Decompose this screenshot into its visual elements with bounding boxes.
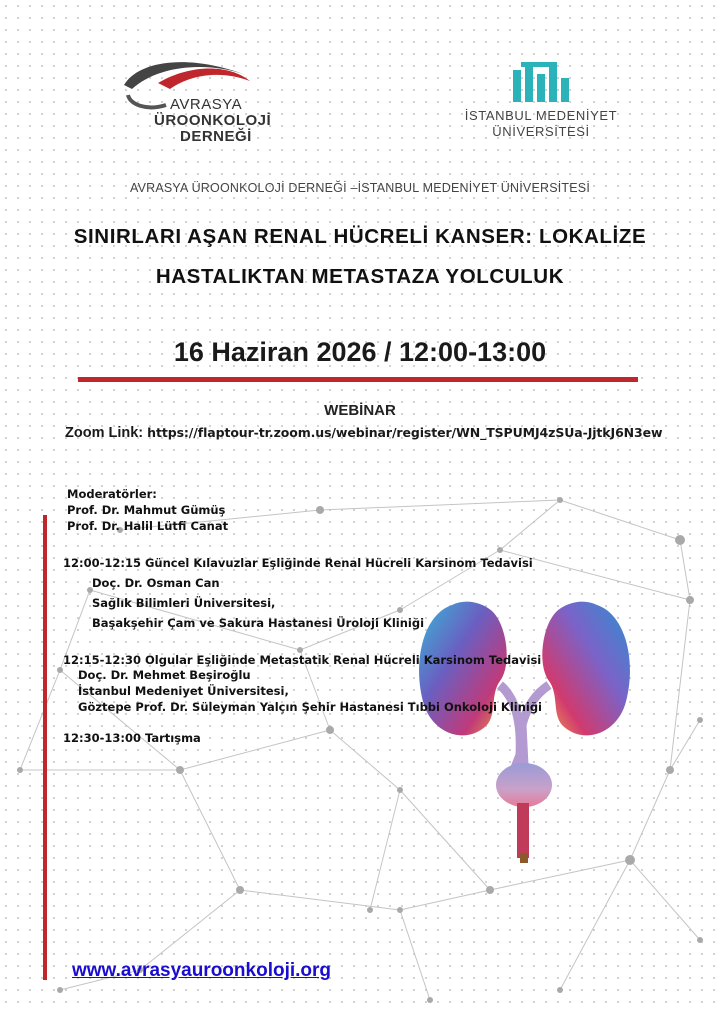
moderator-name: Prof. Dr. Halil Lütfi Canat bbox=[67, 519, 229, 533]
medeniyet-logo bbox=[456, 60, 626, 140]
zoom-label: Zoom Link: bbox=[65, 425, 144, 441]
website-link[interactable]: www.avrasyauroonkoloji.org bbox=[72, 960, 332, 981]
avrasya-logo-line3: DERNEĞİ bbox=[180, 128, 252, 145]
session-1-title: 12:00-12:15 Güncel Kılavuzlar Eşliğinde Renal Hücreli Karsinom Tedavisi bbox=[63, 556, 533, 570]
program-accent-bar bbox=[43, 515, 47, 980]
session-2-department: Göztepe Prof. Dr. Süleyman Yalçın Şehir Hastanesi Tıbbi Onkoloji Kliniği bbox=[78, 700, 543, 714]
zoom-url[interactable]: https://flaptour-tr.zoom.us/webinar/register/WN_TSPUMJ4zSUa-JjtkJ6N3ew bbox=[147, 425, 663, 440]
title-line-2: HASTALIKTAN METASTAZA YOLCULUK bbox=[155, 265, 565, 288]
medeniyet-logo-line2: ÜNİVERSİTESİ bbox=[492, 124, 590, 139]
event-format: WEBİNAR bbox=[324, 402, 396, 419]
moderators-heading: Moderatörler: bbox=[67, 487, 157, 501]
title-divider bbox=[78, 377, 638, 382]
avrasya-logo-line1: AVRASYA bbox=[170, 96, 243, 113]
session-2-speaker: Doç. Dr. Mehmet Beşiroğlu bbox=[78, 668, 251, 682]
medeniyet-logo-line1: İSTANBUL MEDENİYET bbox=[464, 108, 618, 123]
event-title bbox=[20, 217, 700, 297]
medeniyet-emblem-icon bbox=[511, 60, 571, 104]
kidney-illustration bbox=[412, 585, 637, 875]
organizers: AVRASYA ÜROONKOLOJİ DERNEĞİ –İSTANBUL MEDENİYET ÜNİVERSİTESİ bbox=[129, 181, 591, 195]
session-1-department: Başakşehir Çam ve Sakura Hastanesi Üroloji Kliniği bbox=[92, 616, 425, 630]
moderator-name: Prof. Dr. Mahmut Gümüş bbox=[67, 503, 226, 517]
title-line-1: SINIRLARI AŞAN RENAL HÜCRELİ KANSER: LOKALİZE bbox=[73, 225, 647, 248]
session-2-institution: İstanbul Medeniyet Üniversitesi, bbox=[78, 684, 289, 698]
avrasya-logo bbox=[118, 55, 272, 155]
session-1-institution: Sağlık Bilimleri Üniversitesi, bbox=[92, 596, 276, 610]
session-1-speaker: Doç. Dr. Osman Can bbox=[92, 576, 220, 590]
zoom-link-row bbox=[65, 425, 662, 441]
avrasya-logo-line2: ÜROONKOLOJİ bbox=[154, 112, 272, 129]
session-3-title: 12:30-13:00 Tartışma bbox=[63, 731, 201, 745]
event-datetime: 16 Haziran 2026 / 12:00-13:00 bbox=[173, 337, 547, 367]
session-2-title: 12:15-12:30 Olgular Eşliğinde Metastatik Renal Hücreli Karsinom Tedavisi bbox=[63, 653, 542, 667]
